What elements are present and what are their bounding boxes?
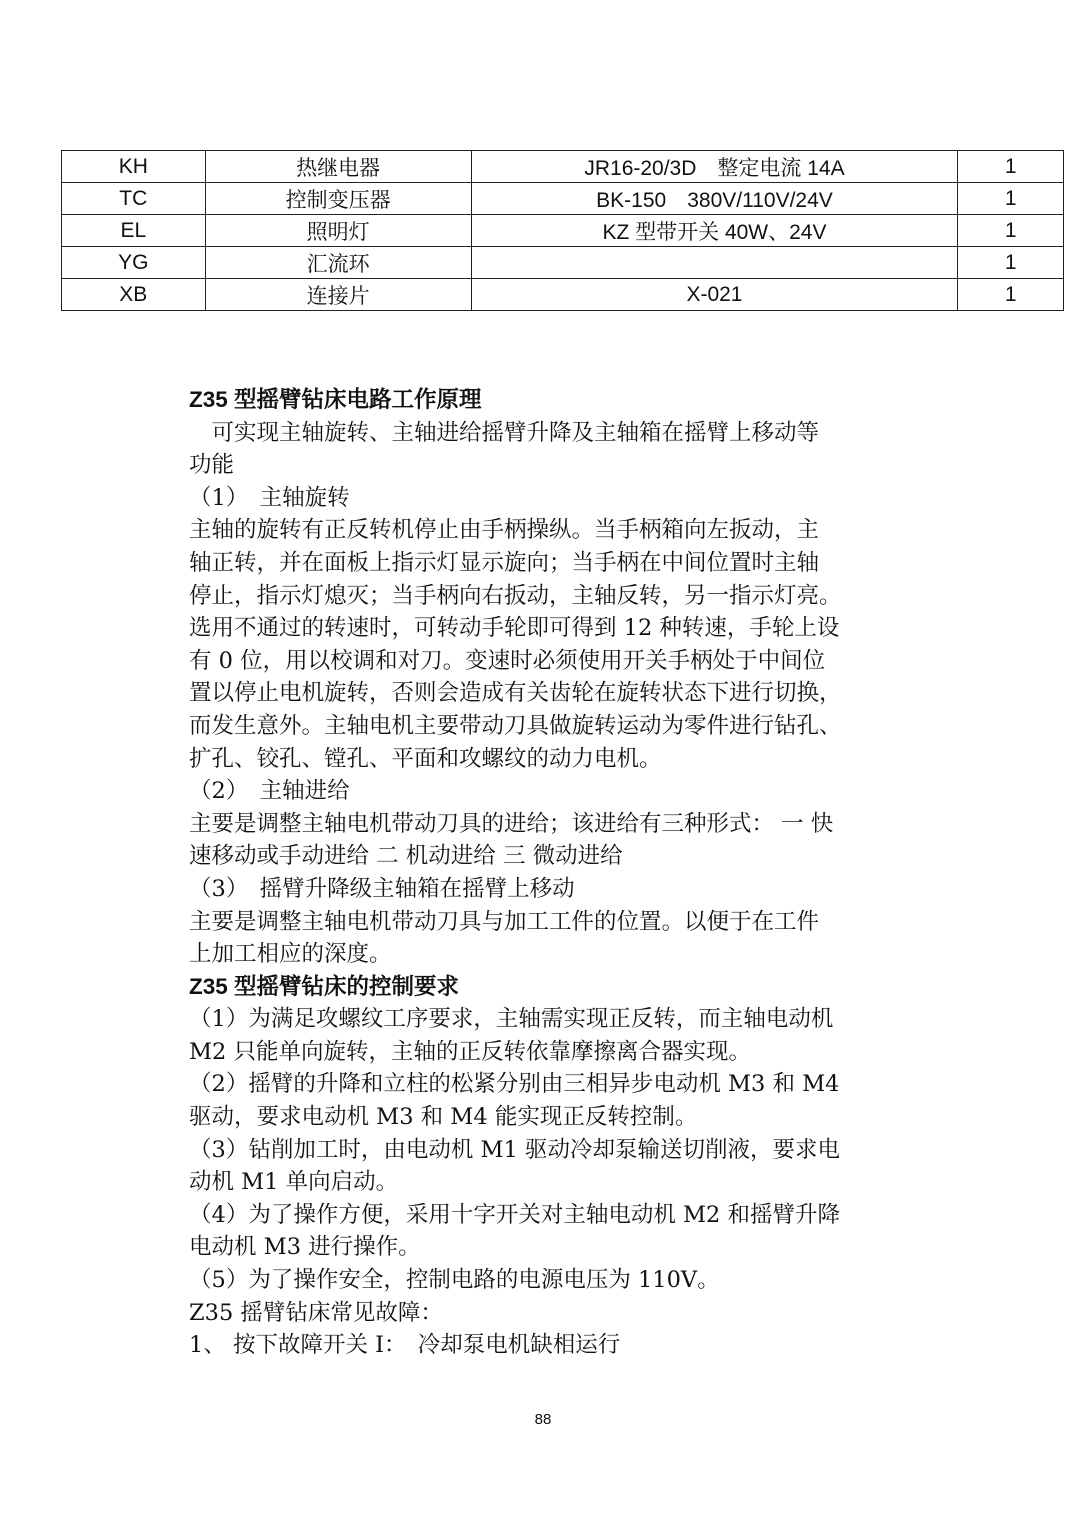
table-cell: 控制变压器 bbox=[205, 183, 471, 215]
table-cell: BK-150 380V/110V/24V bbox=[471, 183, 958, 215]
text-line: 主轴的旋转有正反转机停止由手柄操纵。当手柄箱向左扳动，主 bbox=[189, 517, 820, 544]
text-line: （3） 摇臂升降级主轴箱在摇臂上移动 bbox=[189, 875, 575, 902]
table-cell: 照明灯 bbox=[205, 215, 471, 247]
table-cell: XB bbox=[62, 279, 206, 311]
section-heading: Z35 型摇臂钻床的控制要求 bbox=[189, 973, 460, 999]
text-line: 速移动或手动进给 二 机动进给 三 微动进给 bbox=[189, 843, 623, 870]
text-line: （3）钻削加工时，由电动机 M1 驱动冷却泵输送切削液，要求电 bbox=[189, 1136, 840, 1163]
text-line: 轴正转，并在面板上指示灯显示旋向；当手柄在中间位置时主轴 bbox=[189, 549, 820, 576]
table-cell: TC bbox=[62, 183, 206, 215]
table-row bbox=[62, 183, 1064, 215]
text-line: 主要是调整主轴电机带动刀具的进给；该进给有三种形式： 一 快 bbox=[189, 810, 834, 837]
text-line: M2 只能单向旋转，主轴的正反转依靠摩擦离合器实现。 bbox=[189, 1038, 752, 1065]
text-line: 而发生意外。主轴电机主要带动刀具做旋转运动为零件进行钻孔、 bbox=[189, 712, 842, 739]
table-cell: 1 bbox=[958, 247, 1064, 279]
text-line: （4）为了操作方便，采用十字开关对主轴电动机 M2 和摇臂升降 bbox=[189, 1201, 840, 1228]
table-row bbox=[62, 215, 1064, 247]
table-cell: 1 bbox=[958, 183, 1064, 215]
table-cell: EL bbox=[62, 215, 206, 247]
text-line: 置以停止电机旋转，否则会造成有关齿轮在旋转状态下进行切换， bbox=[189, 680, 842, 707]
table-cell: JR16-20/3D 整定电流 14A bbox=[471, 151, 958, 183]
parts-table bbox=[61, 150, 1064, 311]
table-row bbox=[62, 247, 1064, 279]
table-cell: 1 bbox=[958, 151, 1064, 183]
text-line: 选用不通过的转速时，可转动手轮即可得到 12 种转速，手轮上设 bbox=[189, 615, 840, 642]
section-heading: Z35 型摇臂钻床电路工作原理 bbox=[189, 387, 482, 412]
text-line: （2）摇臂的升降和立柱的松紧分别由三相异步电动机 M3 和 M4 bbox=[189, 1071, 840, 1098]
text-line: 1、 按下故障开关 I： 冷却泵电机缺相运行 bbox=[189, 1332, 621, 1359]
text-line: 动机 M1 单向启动。 bbox=[189, 1169, 399, 1196]
table-row bbox=[62, 151, 1064, 183]
text-line: 主要是调整主轴电机带动刀具与加工工件的位置。以便于在工件 bbox=[189, 908, 820, 935]
table-cell: 1 bbox=[958, 215, 1064, 247]
text-line: （2） 主轴进给 bbox=[189, 778, 350, 805]
text-line: （1） 主轴旋转 bbox=[189, 484, 350, 511]
text-line: 可实现主轴旋转、主轴进给摇臂升降及主轴箱在摇臂上移动等 bbox=[189, 419, 820, 446]
table-cell: KH bbox=[62, 151, 206, 183]
table-cell: 热继电器 bbox=[205, 151, 471, 183]
table-cell bbox=[471, 247, 958, 279]
text-line: 功能 bbox=[189, 452, 235, 479]
text-line: 有 0 位，用以校调和对刀。变速时必须使用开关手柄处于中间位 bbox=[189, 647, 826, 674]
table-cell: 连接片 bbox=[205, 279, 471, 311]
table-cell: 1 bbox=[958, 279, 1064, 311]
table-cell: KZ 型带开关 40W、24V bbox=[471, 215, 958, 247]
table-cell: 汇流环 bbox=[205, 247, 471, 279]
text-line: 驱动，要求电动机 M3 和 M4 能实现正反转控制。 bbox=[189, 1104, 698, 1131]
text-line: Z35 摇臂钻床常见故障： bbox=[189, 1299, 443, 1326]
text-line: 扩孔、铰孔、镗孔、平面和攻螺纹的动力电机。 bbox=[189, 745, 662, 772]
page-number: 88 bbox=[534, 1411, 552, 1428]
text-line: 上加工相应的深度。 bbox=[189, 941, 392, 968]
text-line: （5）为了操作安全，控制电路的电源电压为 110V。 bbox=[189, 1267, 720, 1294]
body-text bbox=[189, 384, 919, 1362]
table-row bbox=[62, 279, 1064, 311]
table-cell: X-021 bbox=[471, 279, 958, 311]
text-line: 电动机 M3 进行操作。 bbox=[189, 1234, 421, 1261]
table-cell: YG bbox=[62, 247, 206, 279]
text-line: （1）为满足攻螺纹工序要求，主轴需实现正反转，而主轴电动机 bbox=[189, 1006, 834, 1033]
text-line: 停止，指示灯熄灭；当手柄向右扳动，主轴反转，另一指示灯亮。 bbox=[189, 582, 842, 609]
